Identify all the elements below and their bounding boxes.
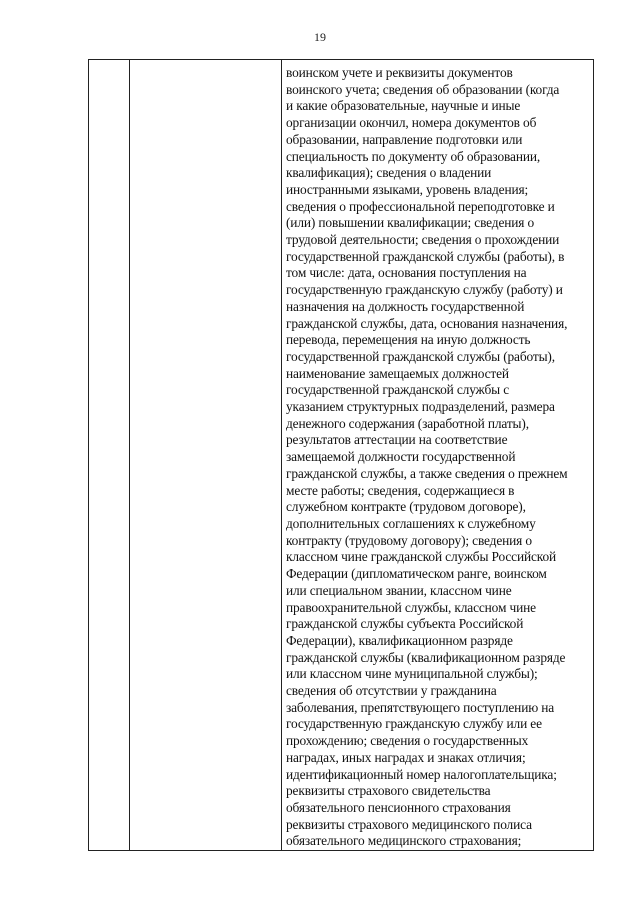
description-line: наградах, иных наградах и знаках отличия; (286, 749, 526, 765)
description-line: или классном чине муниципальной службы); (286, 666, 538, 682)
table-cell-description (282, 60, 594, 851)
description-line: государственную гражданскую службу или ее (286, 716, 542, 732)
description-line: гражданской службы, дата, основания назначения, (286, 315, 568, 331)
description-line: прохождению; сведения о государственных (286, 733, 529, 749)
cell-description-text (282, 60, 593, 850)
description-line: иностранными языками, уровень владения; (286, 181, 529, 197)
description-line: том числе: дата, основания поступления на (286, 265, 527, 281)
description-line: специальность по документу об образовании, (286, 148, 541, 164)
document-table (88, 59, 594, 851)
description-line: государственной гражданской службы (работы), в (286, 248, 565, 264)
description-line: сведения о профессиональной переподготовке и (286, 198, 555, 214)
description-line: указанием структурных подразделений, размера (286, 399, 555, 415)
table-cell-number (89, 60, 130, 851)
description-line: заболевания, препятствующего поступлению на (286, 699, 555, 715)
description-line: гражданской службы (квалификационном разряде (286, 649, 566, 665)
description-line: квалификация); сведения о владении (286, 165, 492, 181)
description-line: и какие образовательные, научные и иные (286, 98, 521, 114)
table-cell-category (130, 60, 282, 851)
description-line: организации окончил, номера документов об (286, 115, 537, 131)
description-line: гражданской службы субъекта Российской (286, 616, 524, 632)
description-line: трудовой деятельности; сведения о прохождении (286, 232, 560, 248)
description-line: дополнительных соглашениях к служебному (286, 515, 536, 531)
description-line: результатов аттестации на соответствие (286, 432, 508, 448)
description-line: классном чине гражданской службы Российской (286, 549, 557, 565)
description-line: (или) повышении квалификации; сведения о (286, 215, 535, 231)
description-line: или специальном звании, классном чине (286, 582, 512, 598)
description-line: служебном контракте (трудовом договоре), (286, 499, 526, 515)
description-line: наименование замещаемых должностей (286, 365, 509, 381)
table-row (89, 60, 594, 851)
description-line: денежного содержания (заработной платы), (286, 415, 529, 431)
description-line: сведения об отсутствии у гражданина (286, 683, 497, 699)
description-line: государственной гражданской службы (работы), (286, 348, 555, 364)
description-line: воинского учета; сведения об образовании (когда (286, 81, 560, 97)
description-line: государственную гражданскую службу (работу) и (286, 282, 563, 298)
description-line: назначения на должность государственной (286, 298, 525, 314)
description-line: обязательного пенсионного страхования (286, 799, 511, 815)
description-line: воинском учете и реквизиты документов (286, 65, 513, 80)
cell-number-text (89, 60, 129, 65)
description-line: Федерации (дипломатическом ранге, воинском (286, 566, 547, 582)
description-line: замещаемой должности государственной (286, 449, 516, 465)
description-line: месте работы; сведения, содержащиеся в (286, 482, 515, 498)
description-line: обязательного медицинского страхования; (286, 833, 522, 849)
description-line: контракту (трудовому договору); сведения о (286, 532, 532, 548)
description-line: образовании, направление подготовки или (286, 131, 523, 147)
description-line: государственной гражданской службы с (286, 382, 509, 398)
description-line: реквизиты страхового свидетельства (286, 783, 491, 799)
description-line: идентификационный номер налогоплательщика; (286, 766, 557, 782)
description-line: Федерации), квалификационном разряде (286, 632, 513, 648)
cell-category-text (130, 60, 281, 65)
description-line: гражданской службы, а также сведения о прежнем (286, 465, 568, 481)
description-line: перевода, перемещения на иную должность (286, 332, 531, 348)
page-number: 19 (314, 30, 326, 44)
description-line: реквизиты страхового медицинского полиса (286, 816, 532, 832)
description-line: правоохранительной службы, классном чине (286, 599, 536, 615)
